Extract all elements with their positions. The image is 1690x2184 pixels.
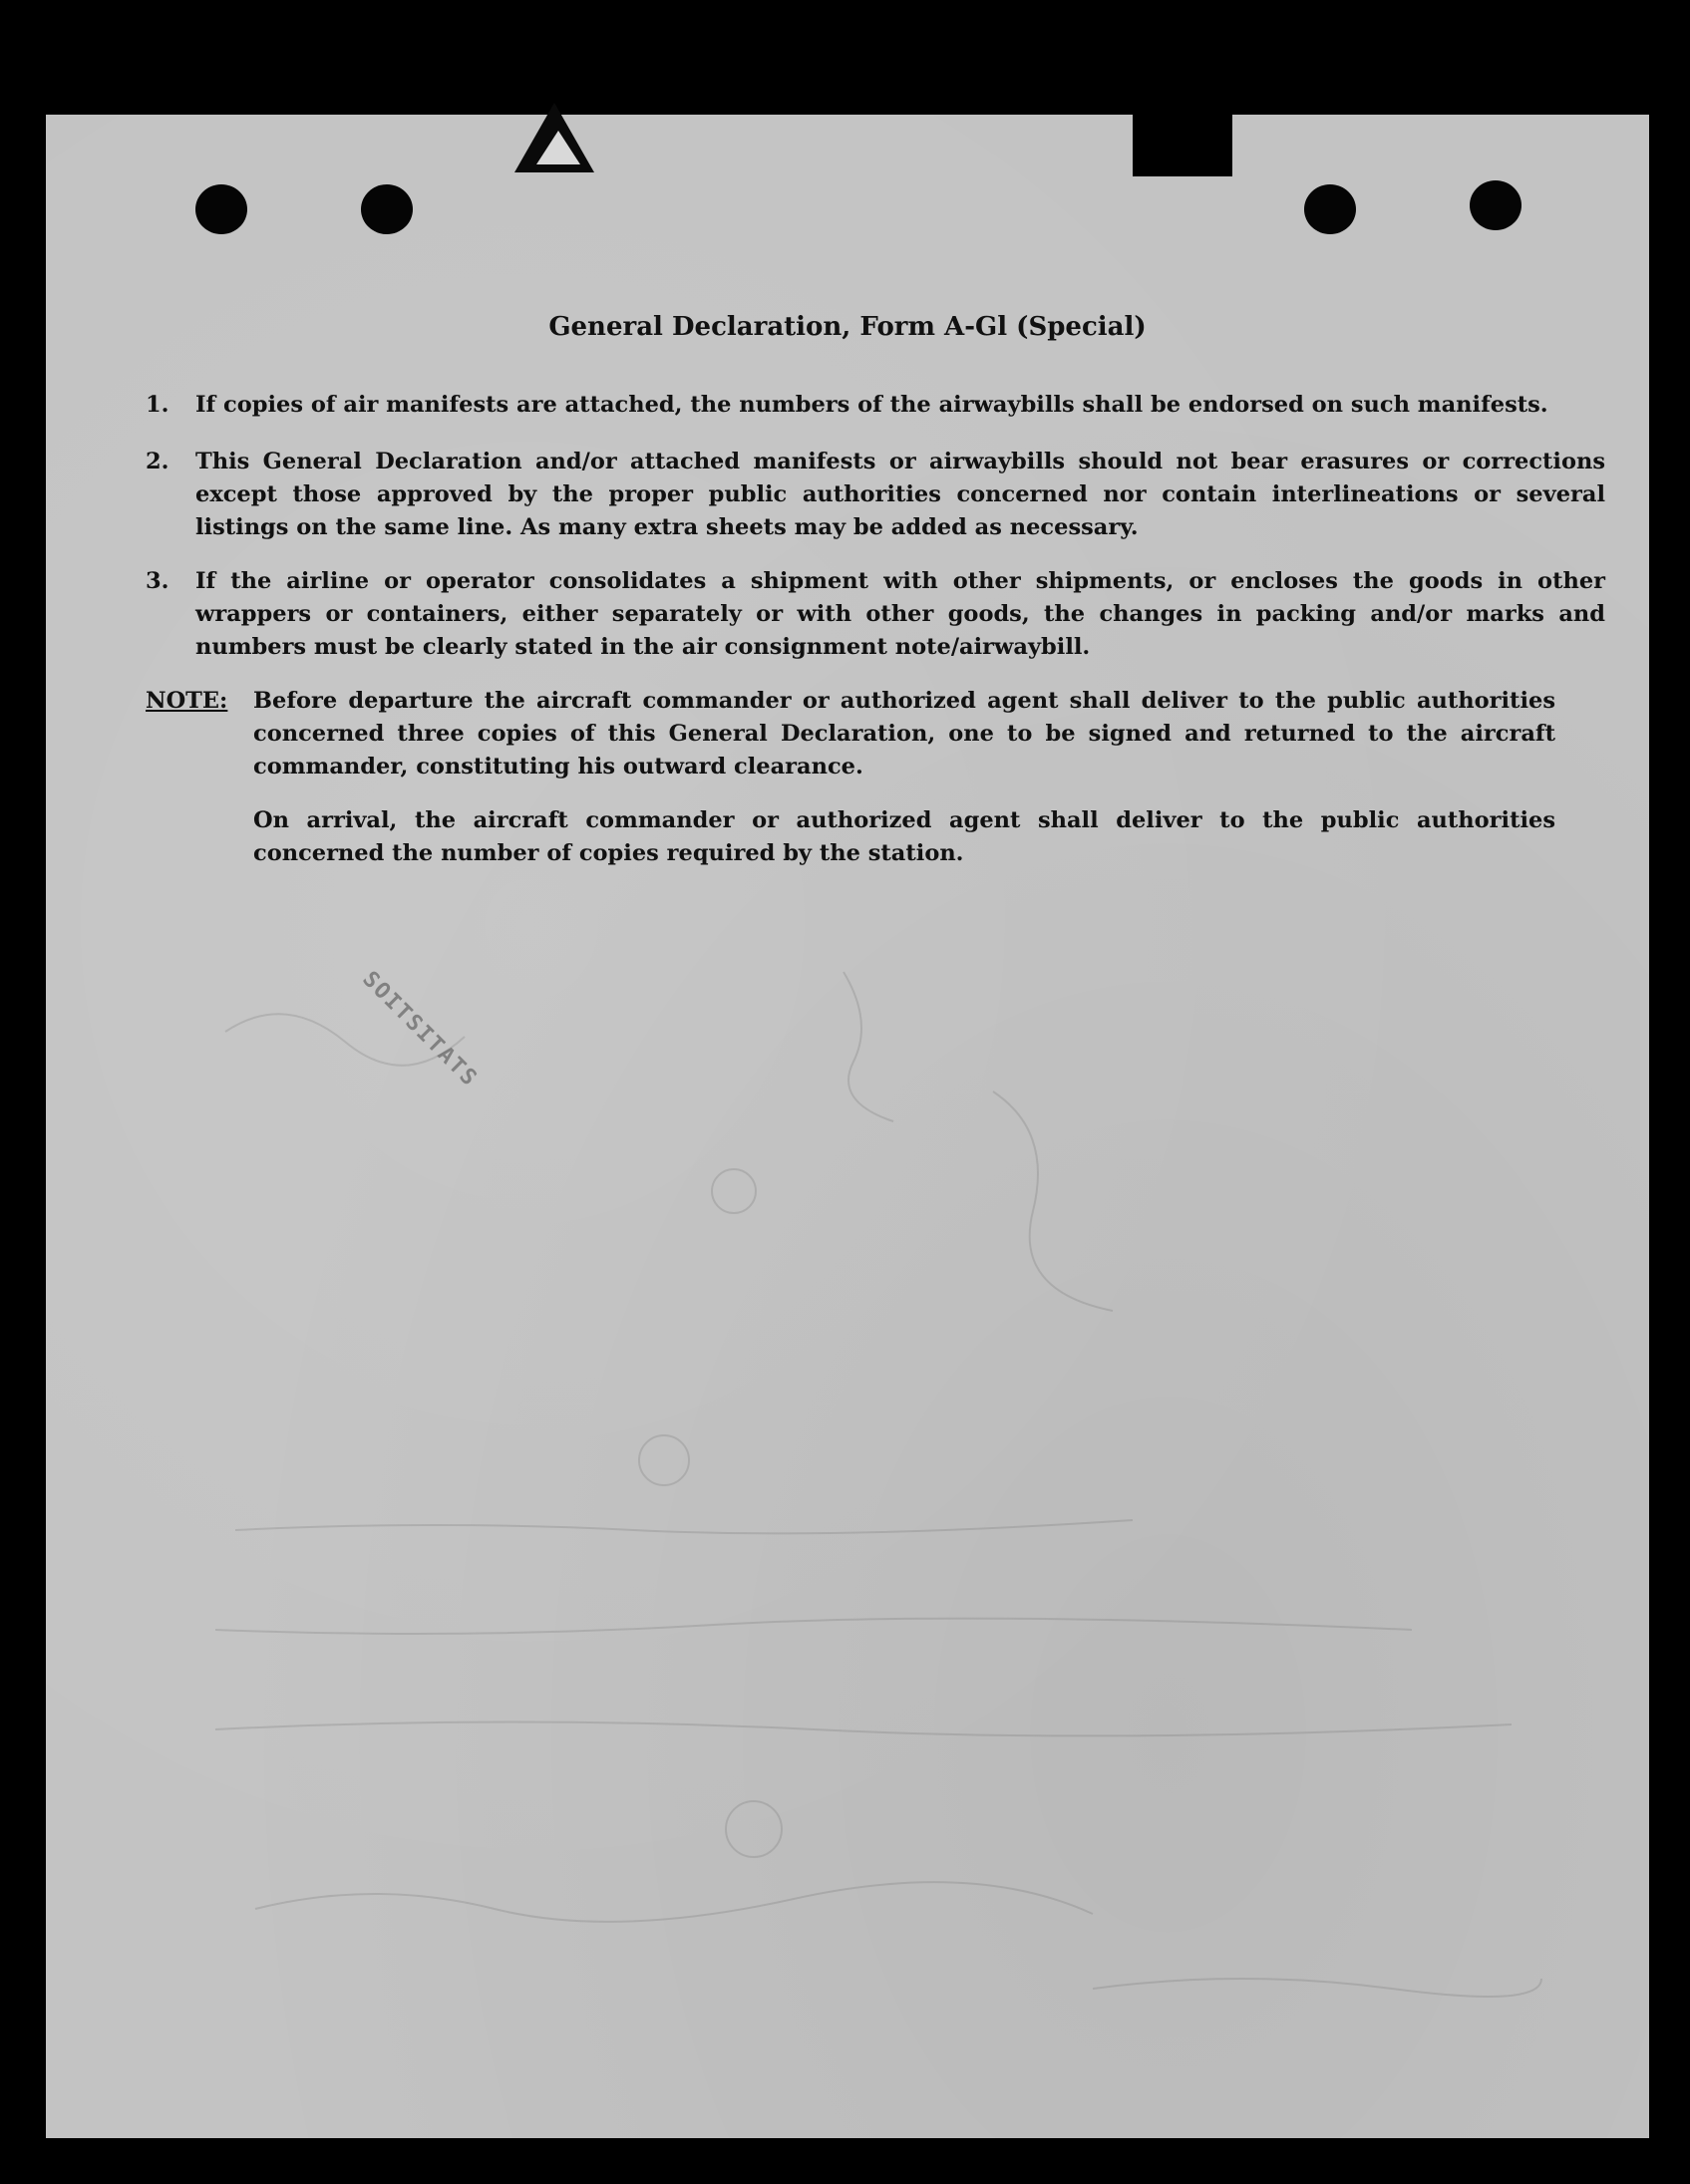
list-item-number: 1.	[146, 392, 169, 418]
note-paragraph: On arrival, the aircraft commander or authorized agent shall deliver to the public authorities concerned the number of copies required by the station.	[253, 807, 1555, 866]
page-title: General Declaration, Form A-Gl (Special)	[548, 312, 1147, 342]
document-sheet	[46, 115, 1649, 2138]
list-item-number: 3.	[146, 568, 169, 594]
rubber-stamp-mark: SOITSITATS	[357, 967, 483, 1092]
list-item-text: If the airline or operator consolidates a shipment with other shipments, or encloses the goods in other wrappers or containers, either separately or with other goods, the changes in packing and/or marks and numbers must be clearly stated in the air consignment note/airwaybill.	[195, 568, 1605, 660]
punch-hole-icon	[195, 184, 247, 234]
list-item-number: 2.	[146, 449, 169, 474]
punch-hole-icon	[361, 184, 413, 234]
bleed-through-handwriting	[195, 912, 1591, 2058]
top-edge-notch	[1133, 111, 1232, 176]
index-tab-marker-inner	[536, 131, 580, 164]
note-paragraph: Before departure the aircraft commander or authorized agent shall deliver to the public authorities concerned three copies of this General Declaration, one to be signed and returned to the aircraft commander, constituting his outward clearance.	[253, 688, 1555, 780]
punch-hole-icon	[1470, 180, 1521, 230]
note-label: NOTE:	[146, 688, 228, 714]
list-item-text: This General Declaration and/or attached manifests or airwaybills should not bear erasures or corrections except those approved by the proper public authorities concerned nor contain interlineations or several listings on the same line. As many extra sheets may be added as necessary.	[195, 449, 1605, 540]
list-item-text: If copies of air manifests are attached, the numbers of the airwaybills shall be endorsed on such manifests.	[195, 392, 1548, 418]
punch-hole-icon	[1304, 184, 1356, 234]
